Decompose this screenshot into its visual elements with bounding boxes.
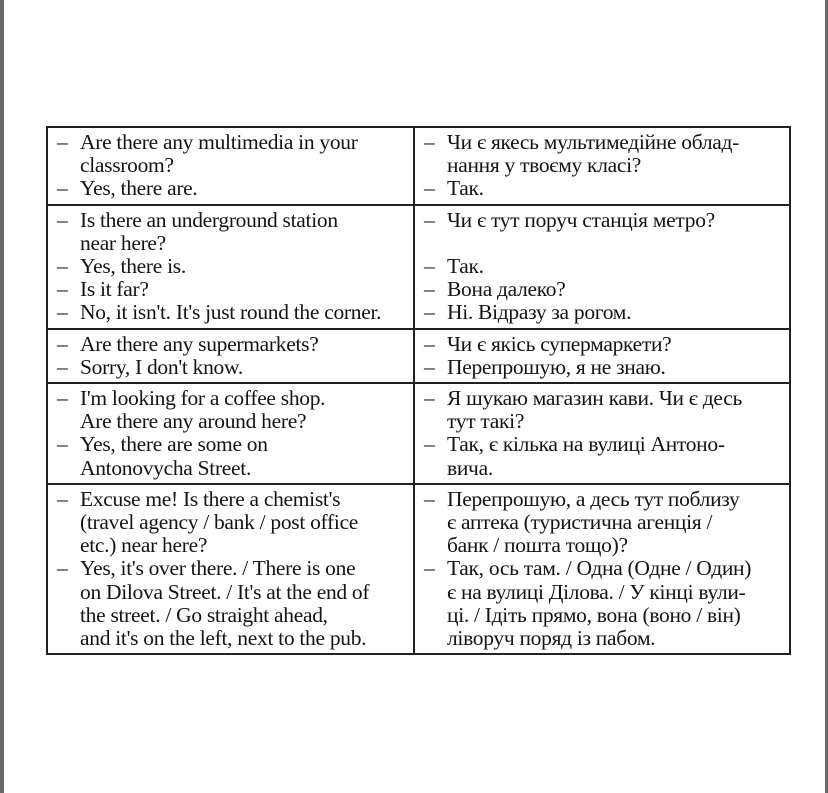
dialog-table-body [47,127,790,654]
ukrainian-line [420,333,784,356]
english-line [53,356,408,379]
dash-marker: – [57,207,68,232]
dash-marker: – [424,331,435,356]
dialog-row [47,329,790,383]
dash-marker: – [424,556,435,581]
english-line [53,410,408,433]
line-text: Excuse me! Is there a chemist's [80,486,341,511]
dash-marker: – [424,432,435,457]
ukrainian-cell [414,329,790,383]
line-text: є на вулиці Ділова. / У кінці вули- [447,579,746,604]
line-text: Чи є якісь супермаркети? [447,331,672,356]
line-text: Yes, there are some on [80,432,268,457]
line-text: classroom? [80,153,174,178]
line-text: etc.) near here? [80,533,208,558]
english-line [53,581,408,604]
ukrainian-cell [414,383,790,484]
english-line [53,278,408,301]
english-line [53,209,408,232]
english-line [53,604,408,627]
line-text: I'm looking for a coffee shop. [80,386,326,411]
english-line [53,333,408,356]
line-text: Are there any multimedia in your [80,130,358,154]
english-line [53,387,408,410]
line-text: the street. / Go straight ahead, [80,602,328,627]
line-text: Так, ось там. / Одна (Одне / Один) [447,556,752,581]
ukrainian-cell [414,127,790,205]
english-cell [47,127,414,205]
ukrainian-line [420,457,784,480]
ukrainian-line [420,356,784,379]
line-text: Sorry, I don't know. [80,354,243,379]
dash-marker: – [424,176,435,201]
line-text: Is it far? [80,277,149,302]
line-text: ліворуч поряд із пабом. [447,626,656,651]
dash-marker: – [57,486,68,511]
line-text: Перепрошую, а десь тут поблизу [447,486,740,511]
line-text: and it's on the left, next to the pub. [80,626,367,651]
line-text: Yes, there are. [80,176,198,201]
ukrainian-line [420,488,784,511]
ukrainian-line [420,131,784,154]
dash-marker: – [57,277,68,302]
dash-marker: – [424,300,435,325]
line-text: Я шукаю магазин кави. Чи є десь [447,386,742,411]
dash-marker: – [57,386,68,411]
ukrainian-line [420,410,784,433]
line-text: Are there any around here? [80,409,307,434]
english-line [53,232,408,255]
dash-marker: – [424,254,435,278]
dash-marker: – [57,556,68,581]
dash-marker: – [57,354,68,379]
line-text: Is there an underground station [80,207,338,232]
line-text: Так. [447,254,484,278]
line-text: Yes, there is. [80,254,186,279]
english-line [53,433,408,456]
line-text: нання у твоєму класі? [447,153,642,178]
dialog-row [47,484,790,654]
english-line [53,255,408,278]
line-text: Чи є якесь мультимедійне облад- [447,130,740,154]
dash-marker: – [57,432,68,457]
ukrainian-line [420,604,784,627]
dialog-sheet [46,126,789,655]
line-text: є аптека (туристична агенція / [447,510,713,535]
line-text: Так. [447,176,484,201]
english-line [53,301,408,324]
dash-marker: – [424,386,435,411]
english-cell [47,329,414,383]
ukrainian-line [420,154,784,177]
line-text: Antonovycha Street. [80,455,252,480]
line-text: ці. / Ідіть прямо, вона (воно / він) [447,602,741,627]
english-line [53,131,408,154]
ukrainian-line [420,177,784,200]
english-line [53,154,408,177]
english-line [53,177,408,200]
ukrainian-line [420,387,784,410]
ukrainian-line [420,511,784,534]
dialog-row [47,127,790,205]
english-line [53,488,408,511]
ukrainian-line [420,534,784,557]
line-text: (travel agency / bank / post office [80,510,359,535]
line-text: Так, є кілька на вулиці Антоно- [447,432,725,457]
english-cell [47,205,414,329]
line-text: вича. [447,455,493,480]
line-text: near here? [80,230,166,255]
dash-marker: – [424,354,435,379]
ukrainian-line [420,433,784,456]
line-text: No, it isn't. It's just round the corner. [80,300,382,325]
ukrainian-line [420,627,784,650]
ukrainian-cell [414,484,790,654]
ukrainian-line [420,557,784,580]
english-line [53,534,408,557]
ukrainian-line [420,209,784,232]
english-line [53,457,408,480]
line-text: Чи є тут поруч станція метро? [447,207,715,232]
ukrainian-line [420,255,784,278]
dialog-row [47,205,790,329]
english-line [53,557,408,580]
dash-marker: – [57,300,68,325]
english-cell [47,383,414,484]
ukrainian-line [420,581,784,604]
line-text: банк / пошта тощо)? [447,533,628,558]
ukrainian-cell [414,205,790,329]
line-text: Are there any supermarkets? [80,331,319,356]
dash-marker: – [57,254,68,279]
line-text: on Dilova Street. / It's at the end of [80,579,370,604]
english-line [53,511,408,534]
dialog-table [46,126,791,655]
dash-marker: – [57,130,68,154]
dash-marker: – [424,130,435,154]
line-text: Вона далеко? [447,277,566,302]
line-text: Yes, it's over there. / There is one [80,556,356,581]
ukrainian-line [420,278,784,301]
ukrainian-line [420,232,784,255]
dash-marker: – [424,277,435,302]
dash-marker: – [424,486,435,511]
ukrainian-line [420,301,784,324]
dash-marker: – [57,331,68,356]
line-text: тут такі? [447,409,525,434]
dash-marker: – [424,207,435,232]
dialog-row [47,383,790,484]
line-text: Перепрошую, я не знаю. [447,354,666,379]
english-line [53,627,408,650]
english-cell [47,484,414,654]
line-text: Ні. Відразу за рогом. [447,300,632,325]
dash-marker: – [57,176,68,201]
